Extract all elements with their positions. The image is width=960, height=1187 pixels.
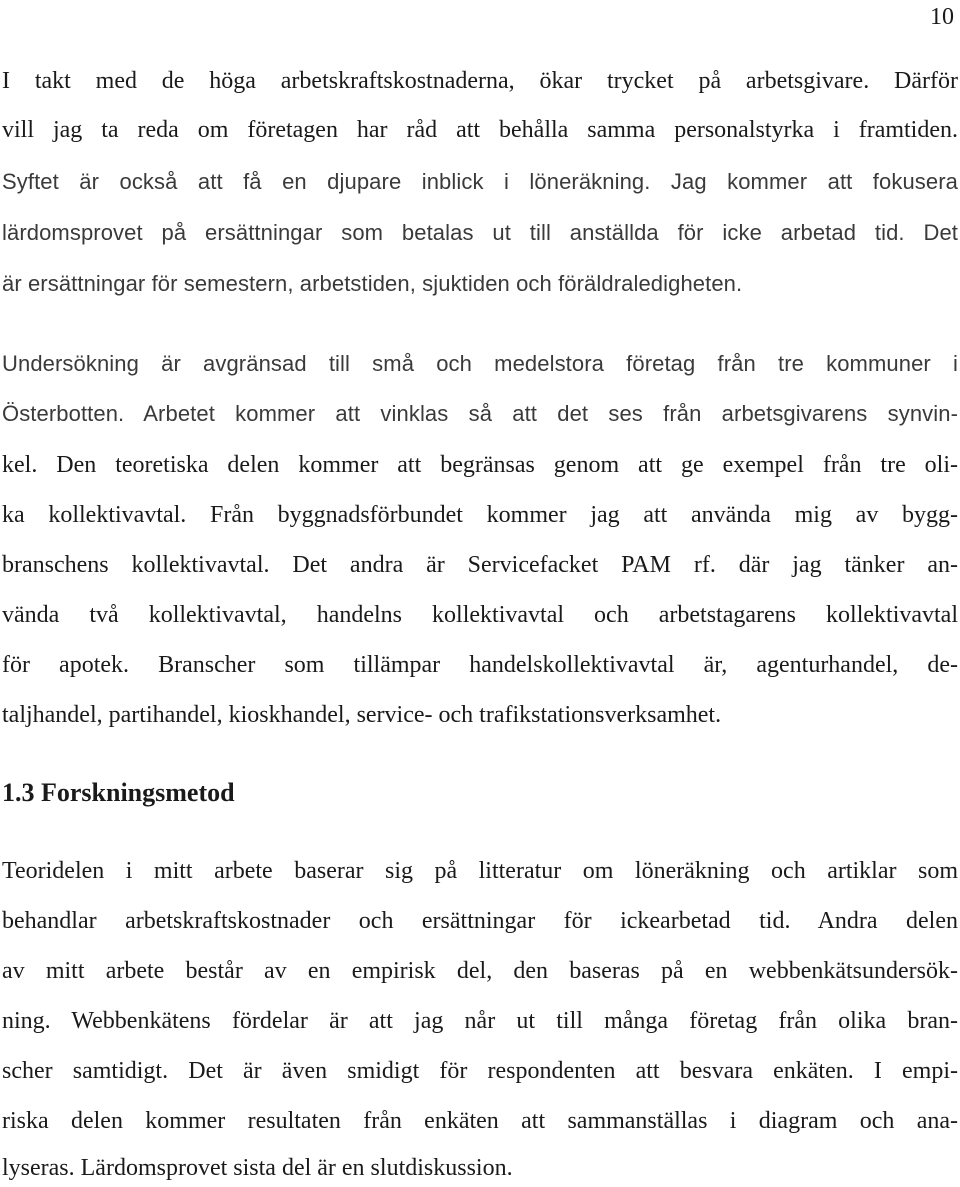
page-number: 10	[930, 4, 954, 30]
paragraph-line: riska delen kommer resultaten från enkäten att sammanställas i diagram och ana-	[2, 1108, 958, 1134]
paragraph-line: Teoridelen i mitt arbete baserar sig på litteratur om löneräkning och artiklar som	[2, 858, 958, 884]
paragraph-line: behandlar arbetskraftskostnader och ersättningar för ickearbetad tid. Andra delen	[2, 908, 958, 934]
paragraph-line: I takt med de höga arbetskraftskostnaderna, ökar trycket på arbetsgivare. Därför	[2, 68, 958, 94]
paragraph-line: är ersättningar för semestern, arbetstiden, sjuktiden och föräldraledigheten.	[2, 271, 743, 296]
section-heading: 1.3 Forskningsmetod	[2, 778, 235, 807]
paragraph-line: av mitt arbete består av en empirisk del, den baseras på en webbenkätsundersök-	[2, 958, 958, 984]
paragraph-line: taljhandel, partihandel, kioskhandel, service- och trafikstationsverksamhet.	[2, 702, 722, 728]
paragraph-line: Undersökning är avgränsad till små och medelstora företag från tre kommuner i	[2, 351, 958, 376]
paragraph-line: lärdomsprovet på ersättningar som betalas ut till anställda för icke arbetad tid. Det	[2, 220, 958, 245]
paragraph-line: vill jag ta reda om företagen har råd att behålla samma personalstyrka i framtiden.	[2, 117, 958, 143]
paragraph-line: vända två kollektivavtal, handelns kollektivavtal och arbetstagarens kollektivavtal	[2, 602, 958, 628]
paragraph-line: Österbotten. Arbetet kommer att vinklas så att det ses från arbetsgivarens synvin-	[2, 401, 958, 426]
paragraph-line: kel. Den teoretiska delen kommer att begränsas genom att ge exempel från tre oli-	[2, 452, 958, 478]
paragraph-line: Syftet är också att få en djupare inblick i löneräkning. Jag kommer att fokusera	[2, 169, 958, 194]
paragraph-line: för apotek. Branscher som tillämpar handelskollektivavtal är, agenturhandel, de-	[2, 652, 958, 678]
paragraph-line: ning. Webbenkätens fördelar är att jag når ut till många företag från olika bran-	[2, 1008, 958, 1034]
paragraph-line: branschens kollektivavtal. Det andra är Servicefacket PAM rf. där jag tänker an-	[2, 552, 958, 578]
paragraph-line: scher samtidigt. Det är även smidigt för respondenten att besvara enkäten. I empi-	[2, 1058, 958, 1084]
paragraph-line: ka kollektivavtal. Från byggnadsförbundet kommer jag att använda mig av bygg-	[2, 502, 958, 528]
paragraph-line: lyseras. Lärdomsprovet sista del är en slutdiskussion.	[2, 1155, 513, 1181]
